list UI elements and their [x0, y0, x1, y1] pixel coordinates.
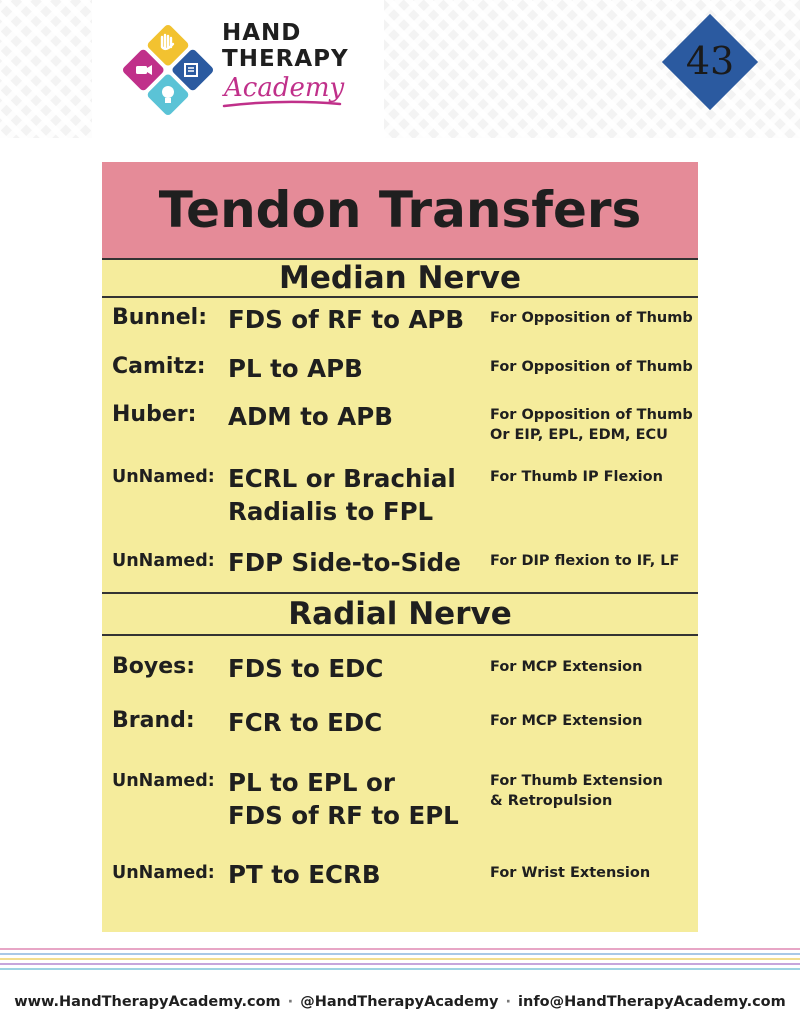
transfer-procedure: FCR to EDC [228, 708, 383, 737]
transfer-procedure: ECRL or Brachial Radialis to FPL [228, 464, 456, 526]
transfer-purpose: For Wrist Extension [490, 865, 651, 881]
footer-email-link[interactable]: info@HandTherapyAcademy.com [518, 994, 786, 1010]
transfer-purpose: For Thumb Extension & Retropulsion [490, 773, 663, 809]
surgeon-name: Camitz: [112, 354, 206, 379]
transfer-procedure: ADM to APB [228, 402, 393, 431]
transfer-purpose: For MCP Extension [490, 659, 643, 675]
surgeon-name: Brand: [112, 708, 195, 733]
brand-line-hand: HAND [222, 20, 302, 46]
footer-stripes [0, 948, 800, 973]
transfer-procedure: FDS to EDC [228, 654, 384, 683]
surgeon-name: UnNamed: [112, 551, 215, 571]
transfer-procedure: PL to APB [228, 354, 363, 383]
divider [102, 634, 698, 636]
surgeon-name: UnNamed: [112, 863, 215, 883]
transfer-purpose: For Opposition of Thumb [490, 359, 693, 375]
footer [0, 994, 800, 1010]
transfer-purpose: For Opposition of Thumb Or EIP, EPL, EDM, ECU [490, 407, 693, 443]
brand-script-academy: Academy [224, 73, 345, 103]
footer-social-handle[interactable]: @HandTherapyAcademy [300, 994, 499, 1010]
stripe [0, 968, 800, 970]
stripe [0, 953, 800, 955]
divider [102, 296, 698, 298]
footer-separator: · [287, 994, 294, 1010]
section-title-radial-nerve: Radial Nerve [288, 596, 512, 632]
footer-separator: · [505, 994, 512, 1010]
stripe [0, 958, 800, 960]
surgeon-name: UnNamed: [112, 771, 215, 791]
tendon-transfers-card [102, 162, 698, 932]
transfer-purpose: For DIP flexion to IF, LF [490, 553, 680, 569]
surgeon-name: Bunnel: [112, 305, 208, 330]
transfer-procedure: FDS of RF to APB [228, 305, 465, 334]
stripe [0, 963, 800, 965]
transfer-purpose: For MCP Extension [490, 713, 643, 729]
transfer-procedure: PL to EPL or FDS of RF to EPL [228, 768, 459, 830]
section-title-median-nerve: Median Nerve [279, 260, 521, 296]
page-number-badge [654, 6, 766, 118]
transfer-purpose: For Opposition of Thumb [490, 310, 693, 326]
hand-therapy-academy-logo-icon [118, 20, 218, 120]
page-number: 43 [685, 39, 735, 83]
card-title: Tendon Transfers [102, 162, 698, 258]
transfer-purpose: For Thumb IP Flexion [490, 469, 663, 485]
footer-website-link[interactable]: www.HandTherapyAcademy.com [14, 994, 281, 1010]
brand-wordmark [222, 20, 349, 108]
transfer-procedure: PT to ECRB [228, 860, 381, 889]
surgeon-name: Boyes: [112, 654, 196, 679]
stripe [0, 948, 800, 950]
header-pattern-left [0, 0, 92, 138]
surgeon-name: UnNamed: [112, 467, 215, 487]
brand-line-therapy: THERAPY [222, 46, 349, 72]
transfer-procedure: FDP Side-to-Side [228, 548, 461, 577]
surgeon-name: Huber: [112, 402, 197, 427]
